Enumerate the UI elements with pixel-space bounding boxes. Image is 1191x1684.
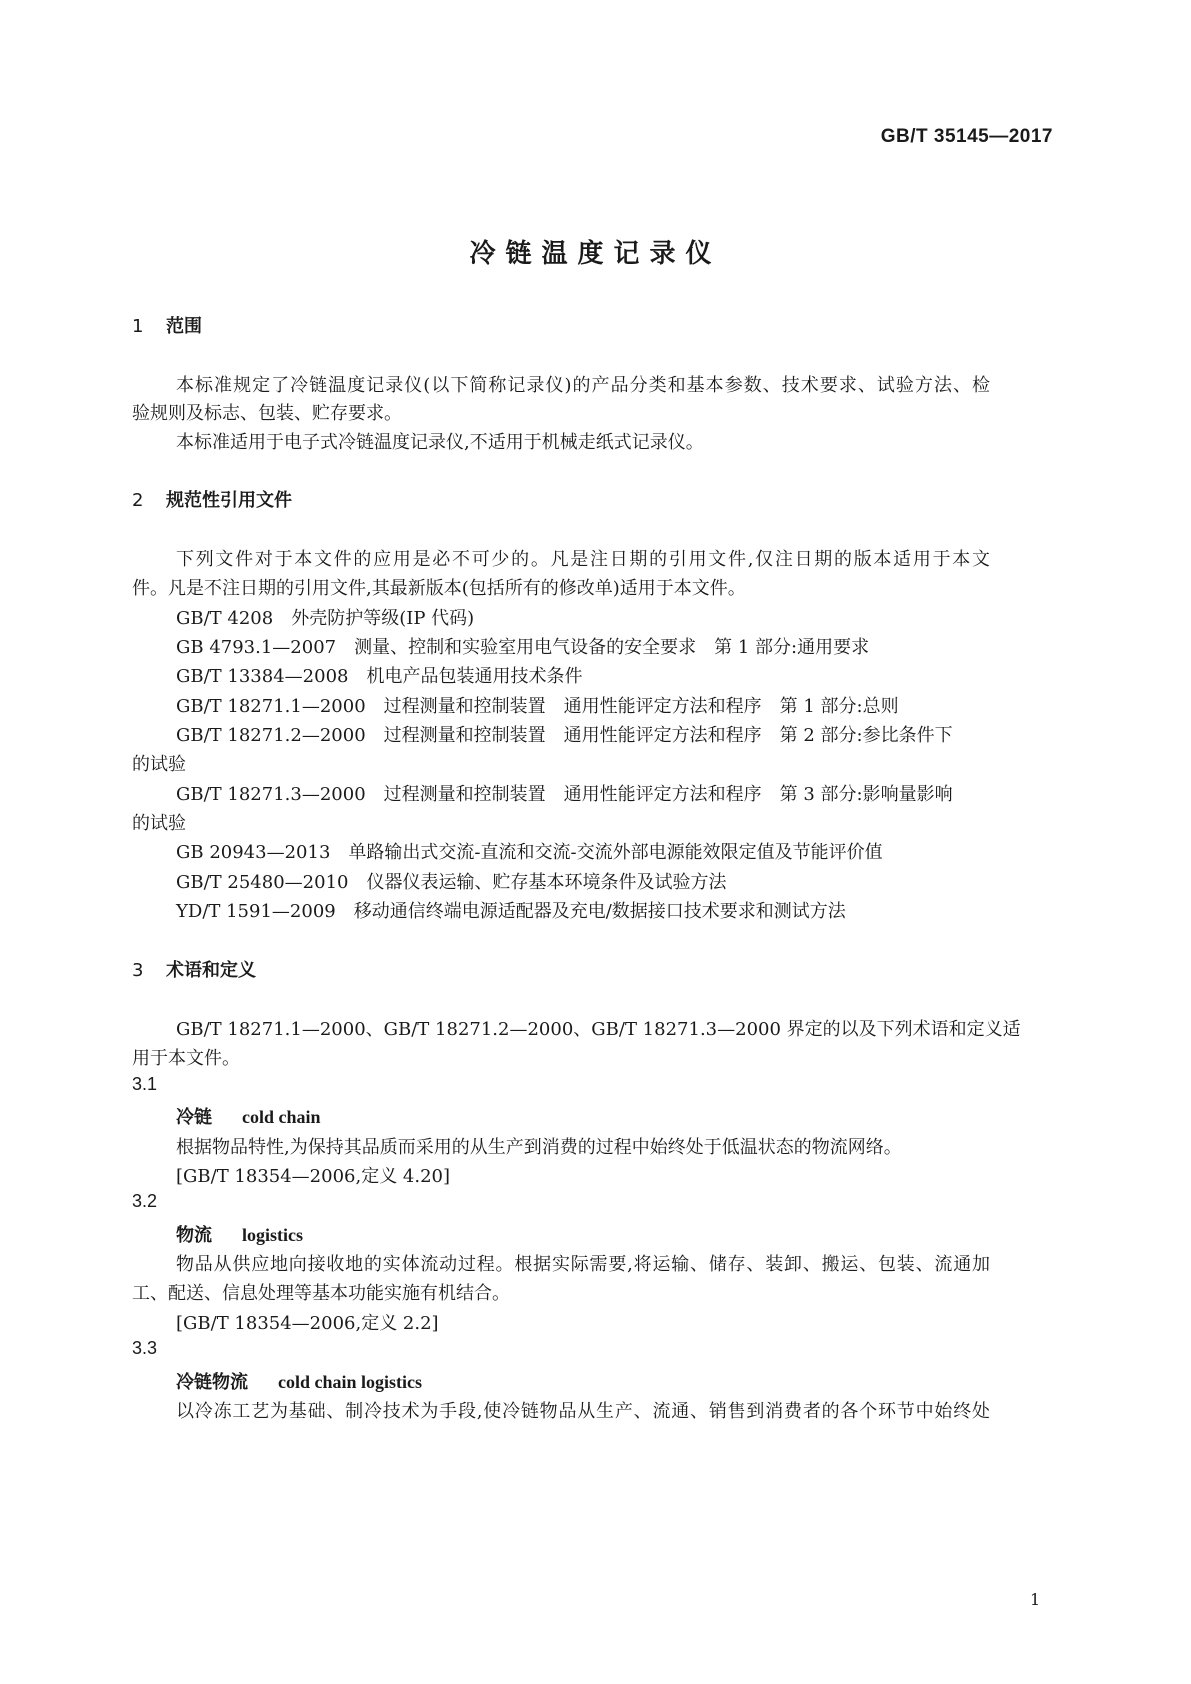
standard-code: GB/T 35145—2017: [880, 126, 1053, 147]
paragraph-line: GB/T 18271.1—2000、GB/T 18271.2—2000、GB/T 18271.3—2000 界定的以及下列术语和定义适: [176, 1019, 1021, 1040]
reference-code: GB/T 18271.1—2000: [176, 696, 366, 717]
clause-number: 3.3: [132, 1338, 158, 1358]
reference-item: [176, 662, 582, 688]
reference-title: 过程测量和控制装置 通用性能评定方法和程序 第 1 部分:总则: [383, 696, 899, 717]
section-number: 3: [132, 960, 144, 981]
term-source: [GB/T 18354—2006,定义 4.20]: [176, 1166, 451, 1187]
term-source: [GB/T 18354—2006,定义 2.2]: [176, 1313, 439, 1334]
paragraph-line: 本标准规定了冷链温度记录仪(以下简称记录仪)的产品分类和基本参数、技术要求、试验方法、检: [176, 375, 990, 396]
reference-code: GB/T 18271.3—2000: [176, 784, 366, 805]
term-definition: 物品从供应地向接收地的实体流动过程。根据实际需要,将运输、储存、装卸、搬运、包装、流通加: [176, 1254, 990, 1275]
reference-code: YD/T 1591—2009: [176, 901, 336, 922]
section-title: 范围: [166, 316, 202, 337]
section-title: 规范性引用文件: [166, 490, 292, 511]
document-title: 冷链温度记录仪: [469, 239, 722, 269]
clause-number: 3.1: [132, 1074, 158, 1094]
reference-item: [176, 897, 846, 923]
reference-title: 移动通信终端电源适配器及充电/数据接口技术要求和测试方法: [353, 901, 846, 922]
paragraph-line: 本标准适用于电子式冷链温度记录仪,不适用于机械走纸式记录仪。: [176, 432, 704, 453]
section-2-heading: [132, 486, 292, 512]
term-en: cold chain logistics: [278, 1372, 423, 1392]
paragraph-line: 下列文件对于本文件的应用是必不可少的。凡是注日期的引用文件,仅注日期的版本适用于本文: [176, 549, 990, 570]
reference-item: [176, 604, 474, 630]
reference-item: [176, 633, 869, 659]
term-zh: 冷链: [176, 1107, 212, 1128]
reference-code: GB 4793.1—2007: [176, 637, 337, 658]
paragraph-line: 件。凡是不注日期的引用文件,其最新版本(包括所有的修改单)适用于本文件。: [132, 578, 746, 599]
term-entry: [176, 1221, 303, 1247]
reference-continuation: 的试验: [132, 813, 186, 834]
term-entry: [176, 1368, 422, 1394]
section-number: 1: [132, 316, 144, 337]
page-number: 1: [1030, 1590, 1041, 1609]
reference-item: [176, 780, 953, 806]
reference-title: 过程测量和控制装置 通用性能评定方法和程序 第 3 部分:影响量影响: [383, 784, 953, 805]
reference-title: 外壳防护等级(IP 代码): [291, 608, 475, 629]
term-en: logistics: [242, 1225, 303, 1245]
reference-code: GB 20943—2013: [176, 842, 331, 863]
reference-item: [176, 721, 953, 747]
paragraph-line: 验规则及标志、包装、贮存要求。: [132, 403, 402, 424]
reference-title: 测量、控制和实验室用电气设备的安全要求 第 1 部分:通用要求: [354, 637, 870, 658]
reference-title: 仪器仪表运输、贮存基本环境条件及试验方法: [366, 872, 727, 893]
reference-item: [176, 868, 726, 894]
reference-item: [176, 692, 899, 718]
section-title: 术语和定义: [166, 960, 256, 981]
section-number: 2: [132, 490, 144, 511]
reference-code: GB/T 25480—2010: [176, 872, 349, 893]
reference-code: GB/T 18271.2—2000: [176, 725, 366, 746]
reference-title: 机电产品包装通用技术条件: [366, 666, 583, 687]
paragraph-line: 用于本文件。: [132, 1048, 240, 1069]
reference-item: [176, 838, 883, 864]
reference-code: GB/T 13384—2008: [176, 666, 349, 687]
term-definition: 工、配送、信息处理等基本功能实施有机结合。: [132, 1283, 510, 1304]
reference-code: GB/T 4208: [176, 608, 274, 629]
term-entry: [176, 1103, 321, 1129]
section-1-heading: [132, 312, 202, 338]
term-definition: 根据物品特性,为保持其品质而采用的从生产到消费的过程中始终处于低温状态的物流网络。: [176, 1137, 902, 1158]
term-zh: 物流: [176, 1225, 212, 1246]
term-definition: 以冷冻工艺为基础、制冷技术为手段,使冷链物品从生产、流通、销售到消费者的各个环节中始终处: [176, 1401, 990, 1422]
reference-continuation: 的试验: [132, 754, 186, 775]
term-zh: 冷链物流: [176, 1372, 248, 1393]
term-en: cold chain: [242, 1107, 321, 1127]
reference-title: 过程测量和控制装置 通用性能评定方法和程序 第 2 部分:参比条件下: [383, 725, 953, 746]
section-3-heading: [132, 956, 256, 982]
reference-title: 单路输出式交流-直流和交流-交流外部电源能效限定值及节能评价值: [348, 842, 883, 863]
clause-number: 3.2: [132, 1191, 158, 1211]
